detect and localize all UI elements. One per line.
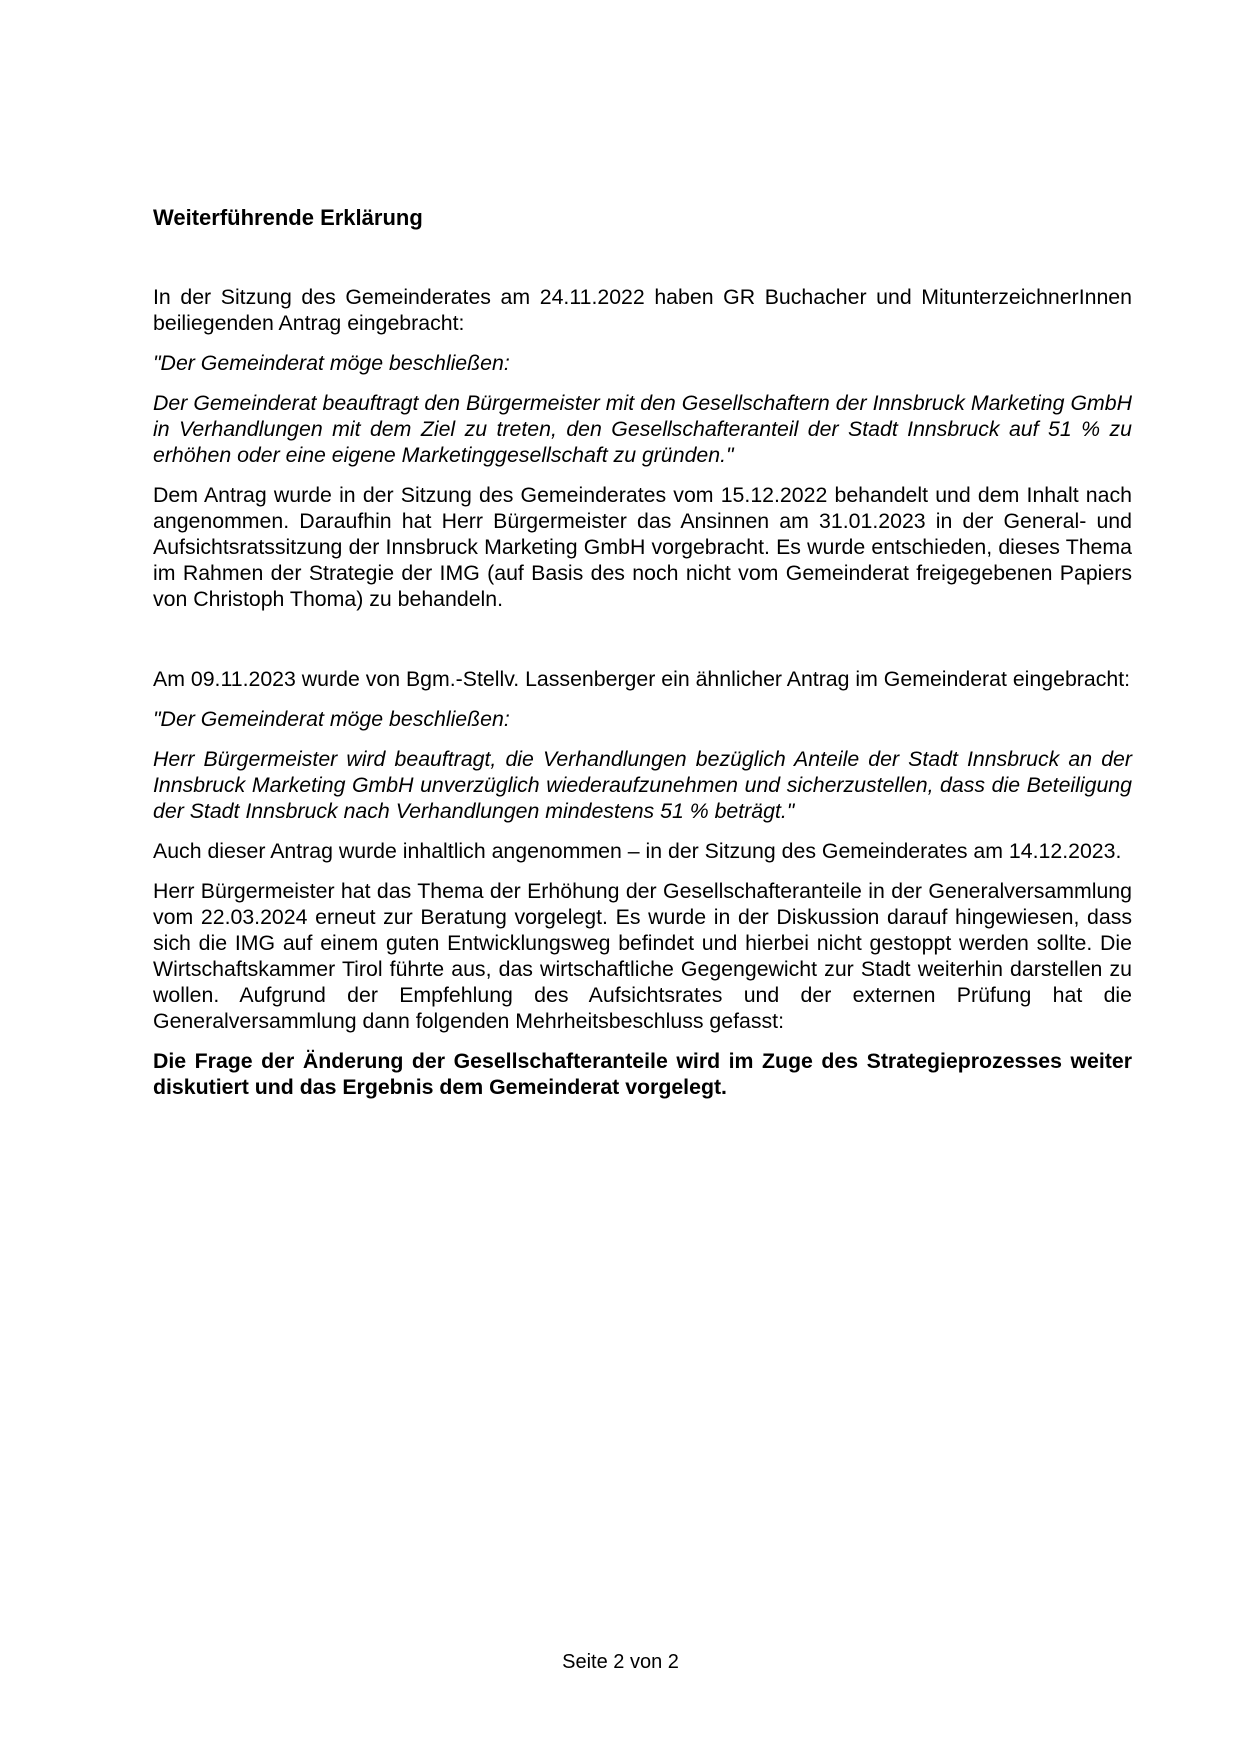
- page-heading: Weiterführende Erklärung: [153, 205, 423, 230]
- resolution-statement: Die Frage der Änderung der Gesellschafteranteile wird im Zuge des Strategieprozesses weiter diskutiert und das Ergebnis dem Gemeinderat vorgelegt.: [153, 1049, 1132, 1099]
- motion-quote-opening-2022: "Der Gemeinderat möge beschließen:: [153, 351, 510, 375]
- page-number-footer: Seite 2 von 2: [562, 1651, 679, 1673]
- paragraph-general-assembly: Herr Bürgermeister hat das Thema der Erhöhung der Gesellschafteranteile in der Generalversammlung vom 22.03.2024 erneut zur Beratung vorgelegt. Es wurde in der Diskussion darauf hingewiesen, dass sich die IMG auf einem guten Entwicklungsweg befindet und hierbei nicht gestoppt werden sollte. Die Wirtschaftskammer Tirol führte aus, das wirtschaftliche Gegengewicht zur Stadt weiterhin darstellen zu wollen. Aufgrund der Empfehlung des Aufsichtsrates und der externen Prüfung hat die Generalversammlung dann folgenden Mehrheitsbeschluss gefasst:: [153, 879, 1132, 1033]
- section-spacer: [153, 626, 1132, 666]
- motion-quote-text-2022: Der Gemeinderat beauftragt den Bürgermeister mit den Gesellschaftern der Innsbruck Marketing GmbH in Verhandlungen mit dem Ziel zu treten, den Gesellschafteranteil der Stadt Innsbruck auf 51 % zu erhöhen oder eine eigene Marketinggesellschaft zu gründen.": [153, 391, 1132, 467]
- paragraph-intro-2023: Am 09.11.2023 wurde von Bgm.-Stellv. Lassenberger ein ähnlicher Antrag im Gemeinderat eingebracht:: [153, 667, 1131, 691]
- motion-quote-opening-2023: "Der Gemeinderat möge beschließen:: [153, 707, 510, 731]
- paragraph-intro-2022: In der Sitzung des Gemeinderates am 24.11.2022 haben GR Buchacher und MitunterzeichnerInnen beiliegenden Antrag eingebracht:: [153, 285, 1132, 335]
- paragraph-outcome-2022: Dem Antrag wurde in der Sitzung des Gemeinderates vom 15.12.2022 behandelt und dem Inhalt nach angenommen. Daraufhin hat Herr Bürgermeister das Ansinnen am 31.01.2023 in der General- und Aufsichtsratssitzung der Innsbruck Marketing GmbH vorgebracht. Es wurde entschieden, dieses Thema im Rahmen der Strategie der IMG (auf Basis des noch nicht vom Gemeinderat freigegebenen Papiers von Christoph Thoma) zu behandeln.: [153, 483, 1132, 611]
- paragraph-outcome-2023: Auch dieser Antrag wurde inhaltlich angenommen – in der Sitzung des Gemeinderates am 14.12.2023.: [153, 839, 1122, 863]
- document-body: [153, 284, 1132, 1114]
- motion-quote-text-2023: Herr Bürgermeister wird beauftragt, die Verhandlungen bezüglich Anteile der Stadt Innsbruck an der Innsbruck Marketing GmbH unverzüglich wiederaufzunehmen und sicherzustellen, dass die Beteiligung der Stadt Innsbruck nach Verhandlungen mindestens 51 % beträgt.": [153, 747, 1132, 823]
